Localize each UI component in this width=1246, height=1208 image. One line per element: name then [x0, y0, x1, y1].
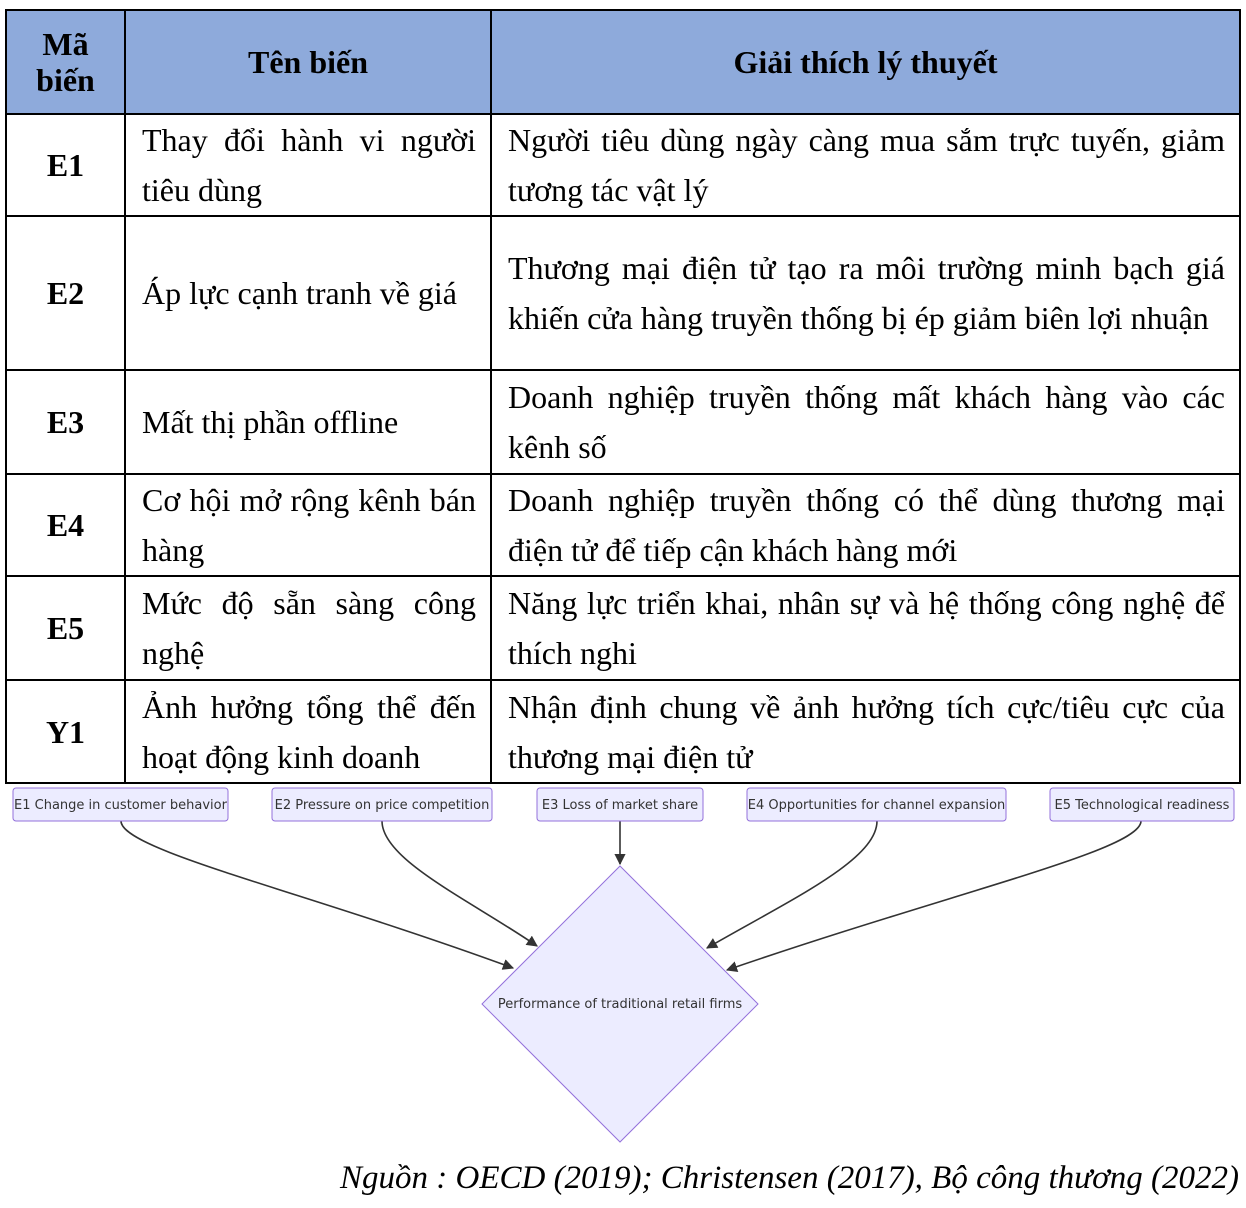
row-explanation: Thương mại điện tử tạo ra môi trường minh bạch giá khiến cửa hàng truyền thống bị ép giảm biên lợi nhuận — [491, 216, 1240, 370]
row-name: Áp lực cạnh tranh về giá — [125, 216, 491, 370]
row-code: E5 — [6, 576, 125, 680]
row-code: E4 — [6, 474, 125, 576]
variables-table — [5, 9, 1241, 784]
node-e3-label: E3 Loss of market share — [541, 798, 699, 813]
row-name: Thay đổi hành vi người tiêu dùng — [125, 114, 491, 216]
table-row — [6, 370, 1240, 474]
node-e5 — [1050, 788, 1234, 821]
table-row — [6, 216, 1240, 370]
row-code: E1 — [6, 114, 125, 216]
node-e2 — [272, 788, 492, 821]
row-name: Ảnh hưởng tổng thể đến hoạt động kinh doanh — [125, 680, 491, 783]
header-code: Mã biến — [6, 10, 125, 114]
node-e3 — [537, 788, 703, 821]
row-explanation: Doanh nghiệp truyền thống có thể dùng thương mại điện tử để tiếp cận khách hàng mới — [491, 474, 1240, 576]
row-explanation: Người tiêu dùng ngày càng mua sắm trực tuyến, giảm tương tác vật lý — [491, 114, 1240, 216]
node-target — [482, 866, 758, 1142]
row-name: Mức độ sẵn sàng công nghệ — [125, 576, 491, 680]
node-e4 — [747, 788, 1006, 821]
table-header-row — [6, 10, 1240, 114]
row-code: E3 — [6, 370, 125, 474]
row-explanation: Năng lực triển khai, nhân sự và hệ thống công nghệ để thích nghi — [491, 576, 1240, 680]
node-e4-label: E4 Opportunities for channel expansion — [747, 798, 1006, 813]
table-row — [6, 576, 1240, 680]
node-e2-label: E2 Pressure on price competition — [274, 798, 490, 813]
table-row — [6, 474, 1240, 576]
edge-e2-target — [382, 821, 537, 946]
row-explanation: Nhận định chung về ảnh hưởng tích cực/tiêu cực của thương mại điện tử — [491, 680, 1240, 783]
row-name: Cơ hội mở rộng kênh bán hàng — [125, 474, 491, 576]
node-e5-label: E5 Technological readiness — [1054, 798, 1230, 813]
header-name: Tên biến — [125, 10, 491, 114]
row-name: Mất thị phần offline — [125, 370, 491, 474]
node-e1-label: E1 Change in customer behavior — [14, 798, 227, 813]
row-explanation: Doanh nghiệp truyền thống mất khách hàng vào các kênh số — [491, 370, 1240, 474]
row-code: Y1 — [6, 680, 125, 783]
table-row — [6, 114, 1240, 216]
header-explanation: Giải thích lý thuyết — [491, 10, 1240, 114]
row-code: E2 — [6, 216, 125, 370]
table-row — [6, 680, 1240, 783]
edge-e5-target — [727, 821, 1141, 970]
source-citation: Nguồn : OECD (2019); Christensen (2017), Bộ công thương (2022) — [339, 1160, 1239, 1196]
node-e1 — [13, 788, 228, 821]
node-target-label: Performance of traditional retail firms — [497, 997, 743, 1012]
